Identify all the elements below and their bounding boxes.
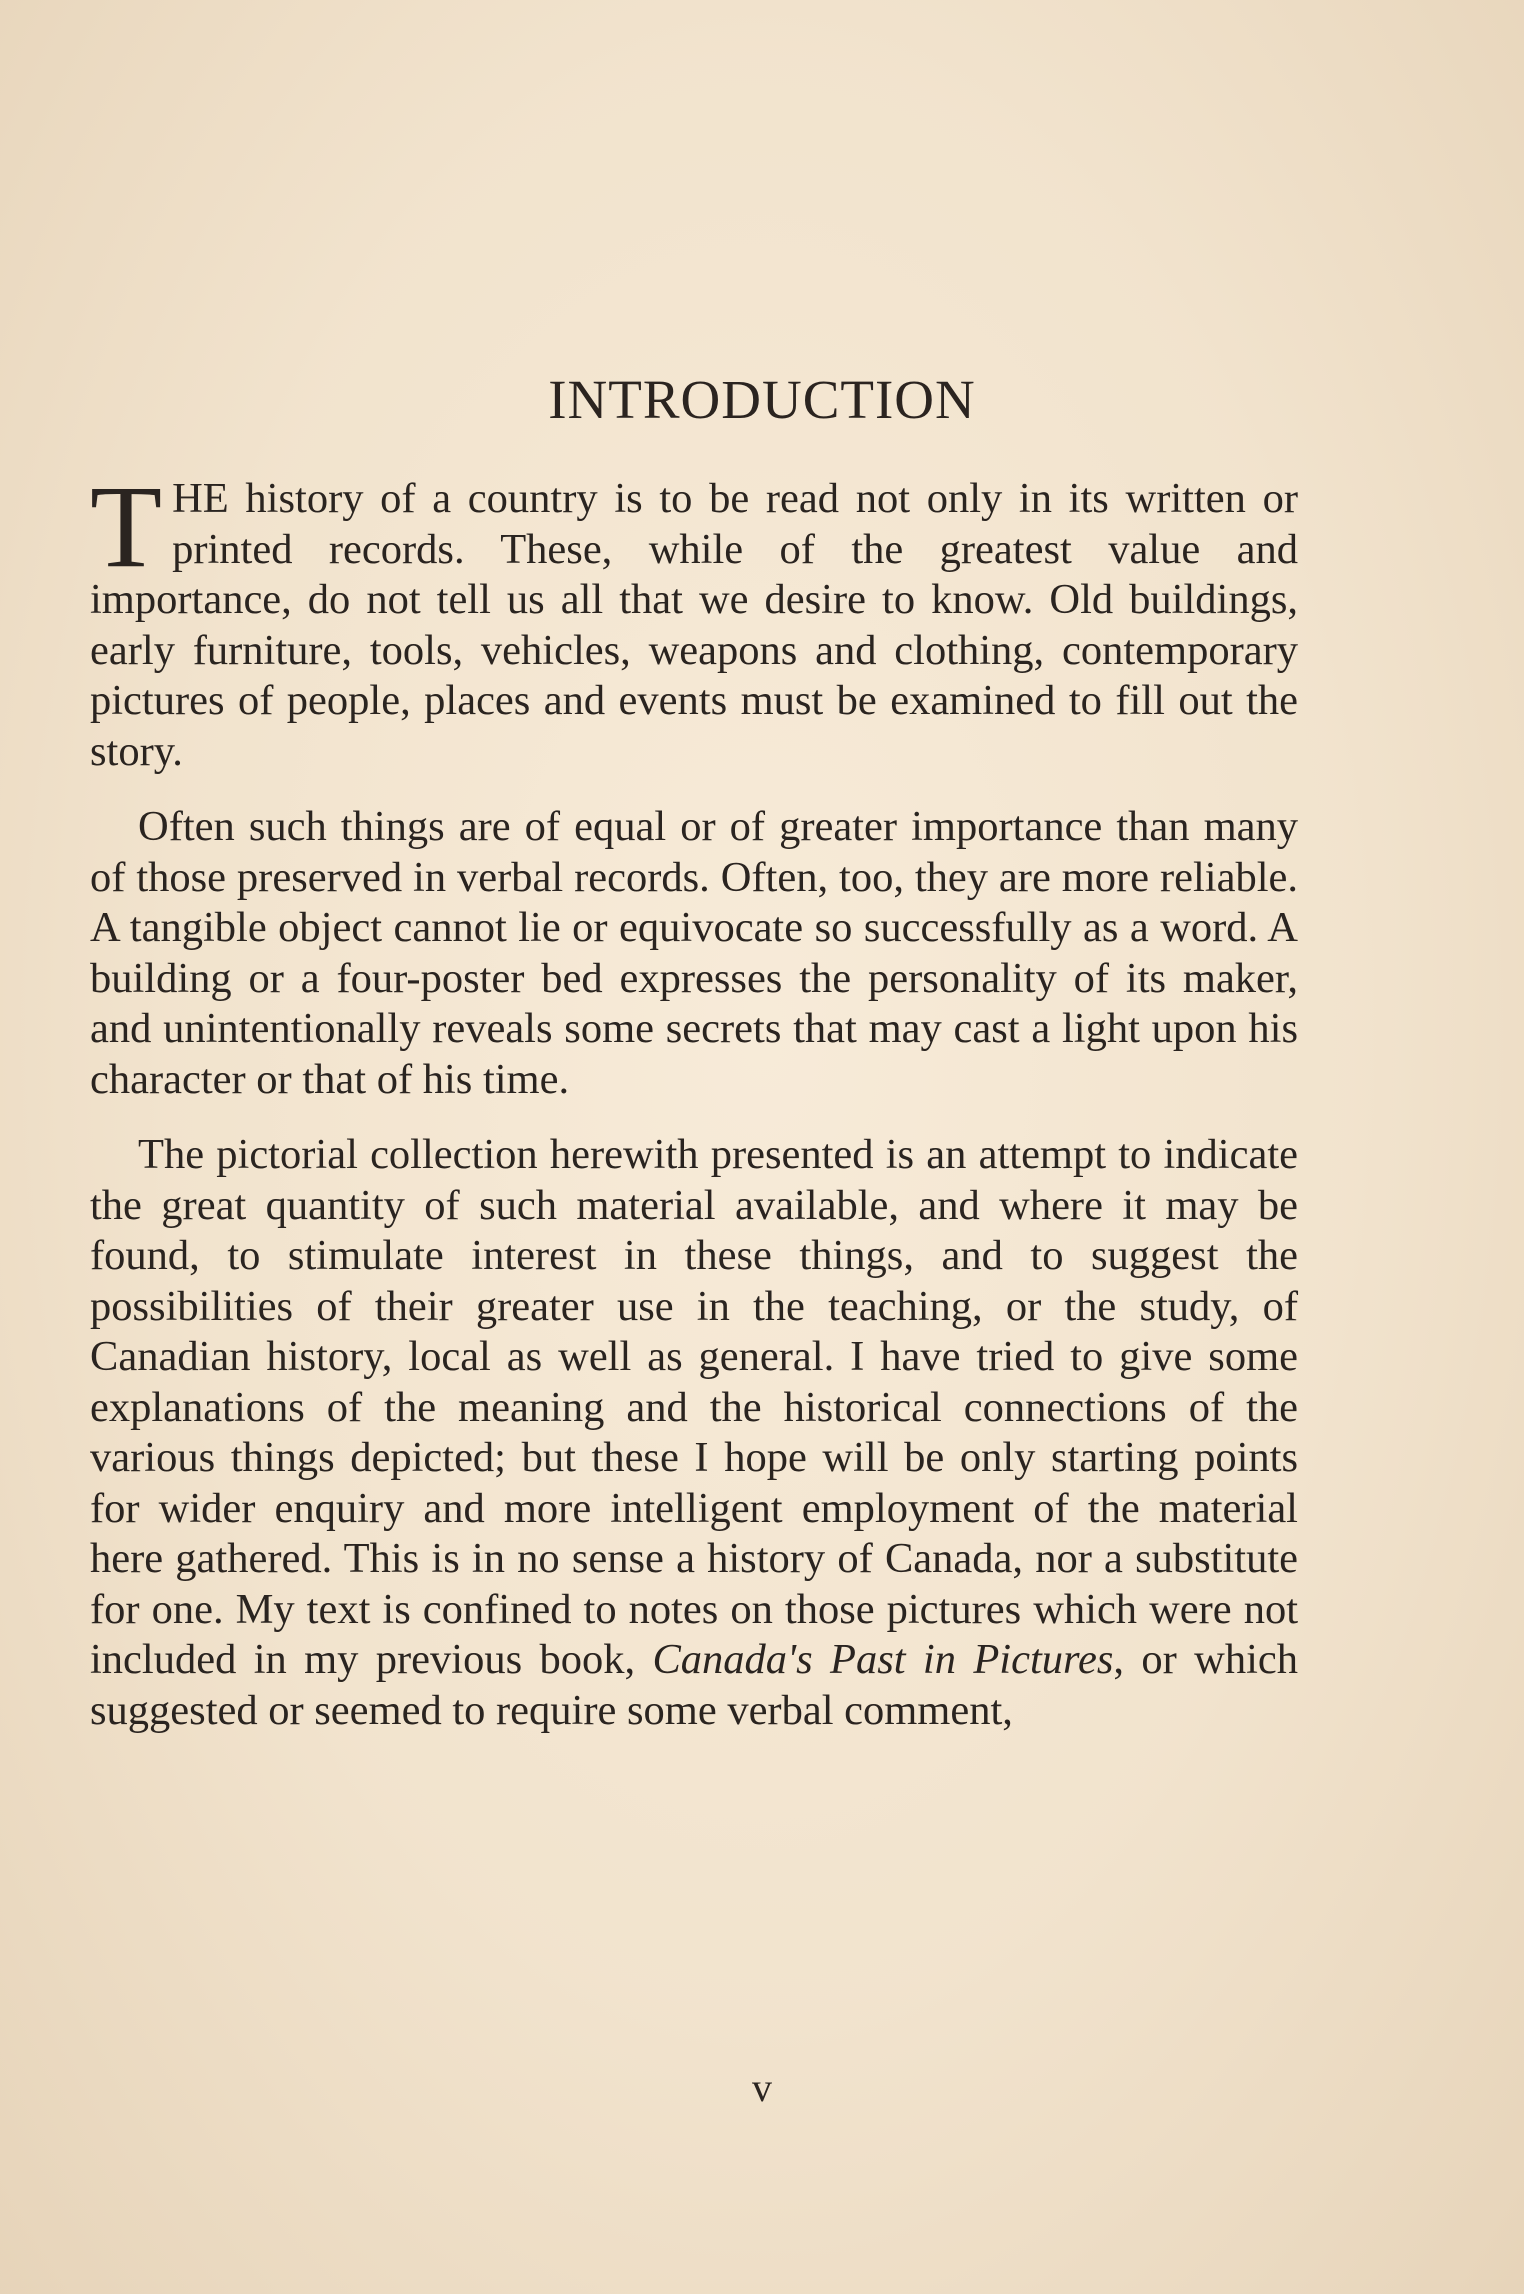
chapter-heading: INTRODUCTION (548, 369, 976, 430)
paragraph-2 (90, 802, 1298, 1105)
body-text (90, 461, 1298, 1761)
paragraph-3 (90, 1130, 1298, 1736)
paragraph-3-text-before: The pictorial collection herewith presented is an attempt to indicate the great quantity of such material available, and where it may be found, to stimulate interest in these things, and to suggest the possibilities of their greater use in the teaching, or the study, of Canadian history, local as well as general. I have tried to give some explanations of the meaning and the historical connections of the various things depicted; but these I hope will be only starting points for wider enquiry and more intelligent employment of the material here gathered. This is in no sense a history of Canada, nor a substitute for one. My text is confined to notes on those pictures which were not included in my previous book, (90, 1131, 1298, 1683)
paragraph-1 (90, 461, 1298, 777)
book-title: Canada's Past in Pictures (652, 1636, 1114, 1683)
paragraph-2-text: Often such things are of equal or of greater importance than many of those preserved in verbal records. Often, too, they are more reliable. A tangible object cannot lie or equivocate so successfully as a word. A building or a four-poster bed expresses the personality of its maker, and unintentionally reveals some secrets that may cast a light upon his character or that of his time. (90, 803, 1298, 1103)
paragraph-1-text: HE history of a country is to be read not only in its written or printed records. These, while of the greatest value and importance, do not tell us all that we desire to know. Old buildings, early furniture, tools, vehicles, weapons and clothing, contemporary pictures of people, places and events must be examined to fill out the story. (90, 475, 1298, 775)
paragraph-3-text-after: , or which suggested or seemed to require some verbal comment, (90, 1636, 1298, 1734)
drop-cap: T (90, 461, 163, 592)
page-number: v (752, 2065, 772, 2110)
